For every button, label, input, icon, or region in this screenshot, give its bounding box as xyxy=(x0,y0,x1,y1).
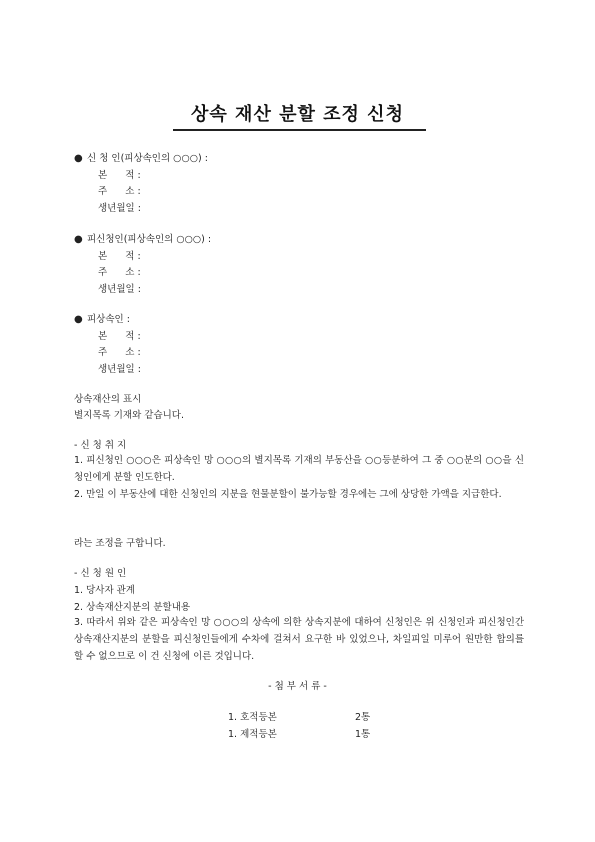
cause-item-1: 1. 당사자 관계 xyxy=(74,585,135,596)
purpose-item-1: 1. 피신청인 ○○○은 피상속인 망 ○○○의 별지목록 기재의 부동산을 ○○등분하여 그 중 ○○분의 ○○을 신청인에게 분할 인도한다. xyxy=(74,455,524,483)
respondent-birthdate: 생년월일 : xyxy=(98,284,141,295)
attachment-name: 1. 호적등본 xyxy=(228,712,277,723)
cause-item-2: 2. 상속재산지분의 분할내용 xyxy=(74,602,191,613)
purpose-item-2: 2. 만일 이 부동산에 대한 신청인의 지분을 현물분할이 불가능할 경우에는 그에 상당한 가액을 지급한다. xyxy=(74,489,502,500)
document-title: 상속 재산 분할 조정 신청 xyxy=(191,104,404,125)
respondent-heading: 피신청인(피상속인의 ○○○) : xyxy=(87,234,212,245)
decedent-address: 주 소 : xyxy=(98,347,141,358)
bullet-icon: ● xyxy=(74,314,83,325)
title-underline xyxy=(173,129,426,131)
bullet-icon: ● xyxy=(74,153,83,164)
bullet-icon: ● xyxy=(74,234,83,245)
applicant-address: 주 소 : xyxy=(98,186,141,197)
respondent-domicile: 본 적 : xyxy=(98,251,141,262)
applicant-birthdate: 생년월일 : xyxy=(98,203,141,214)
cause-heading: - 신 청 원 인 xyxy=(74,568,127,579)
applicant-heading: 신 청 인(피상속인의 ○○○) : xyxy=(87,153,208,164)
attachment-name: 1. 제적등본 xyxy=(228,729,277,740)
decedent-heading: 피상속인 : xyxy=(87,314,130,325)
respondent-address: 주 소 : xyxy=(98,267,141,278)
estate-text: 별지목록 기재와 같습니다. xyxy=(74,410,185,421)
applicant-domicile: 본 적 : xyxy=(98,170,141,181)
decedent-domicile: 본 적 : xyxy=(98,331,141,342)
attachment-count: 2통 xyxy=(355,712,371,723)
decedent-birthdate: 생년월일 : xyxy=(98,364,141,375)
estate-heading: 상속재산의 표시 xyxy=(74,394,142,405)
attachment-count: 1통 xyxy=(355,729,371,740)
attachments-heading: - 첨 부 서 류 - xyxy=(268,681,327,692)
purpose-heading: - 신 청 취 지 xyxy=(74,440,127,451)
purpose-closing: 라는 조정을 구합니다. xyxy=(74,538,166,549)
cause-item-3: 3. 따라서 위와 같은 피상속인 망 ○○○의 상속에 의한 상속지분에 대하여 신청인은 위 신청인과 피신청인간 상속재산지분의 분할을 피신청인들에게 수차에 걸쳐서 요구한 바 있었으나, 차일피일 미루어 원만한 합의를 할 수 없으므로 이 건 신청에 이른 것입니다. xyxy=(74,617,524,662)
